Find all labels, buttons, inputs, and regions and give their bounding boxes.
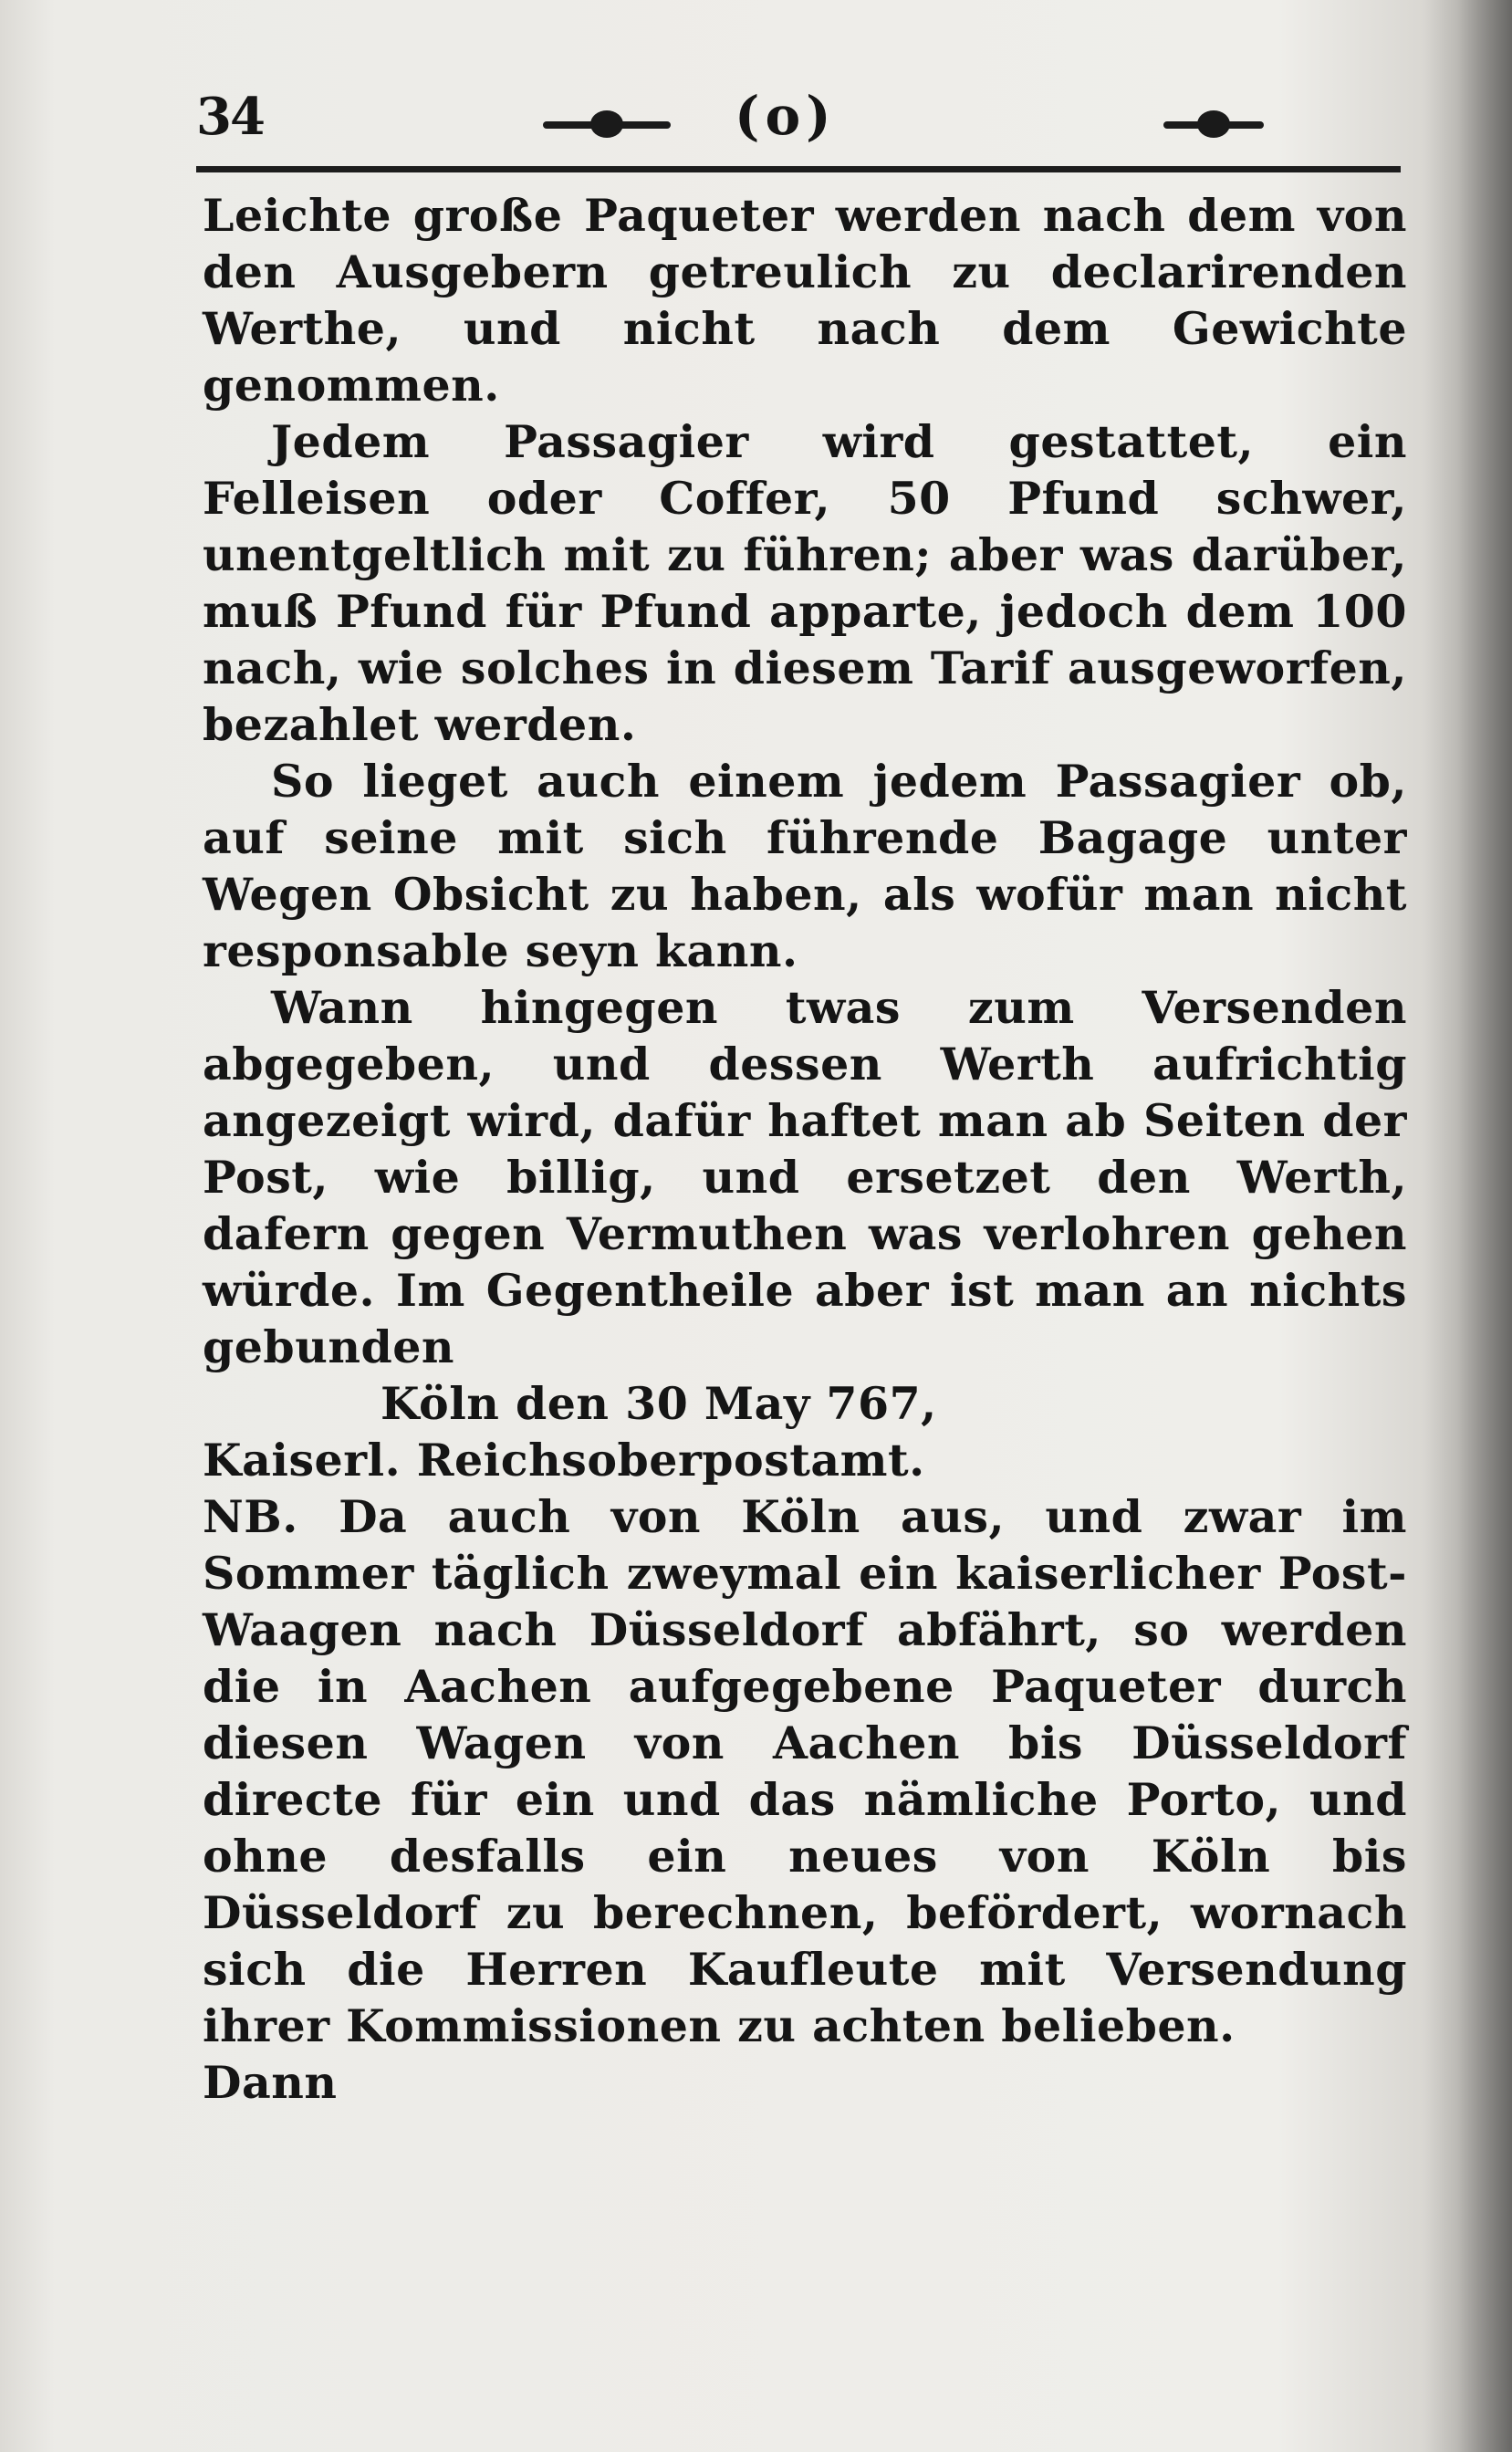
catchword: Dann — [203, 2056, 338, 2109]
nota-bene-text: Da auch von Köln aus, und zwar im Sommer täglich zweymal ein kaiserlicher Post-Waagen nach Düsseldorf abfährt, so werden die in Aachen aufgegebene Paqueter durch diesen Wagen von Aachen bis Düsseldorf directe für ein und das nämliche Porto, und ohne desfalls ein neues von Köln bis Düsseldorf zu berechnen, befördert, wornach sich die Herren Kaufleute mit Versendung ihrer Kommissionen zu achten belieben. — [203, 1490, 1407, 2052]
running-head: (o) — [735, 85, 837, 147]
nota-bene-label: NB. — [203, 1490, 298, 1543]
ornament-left-icon — [543, 114, 671, 134]
paragraph-1: Leichte große Paqueter werden nach dem von den Ausgebern getreulich zu declarirenden Werthe, und nicht nach dem Gewichte genommen. — [203, 189, 1407, 412]
signature-date: Köln den 30 May 767, — [381, 1377, 937, 1430]
signature-office: Kaiserl. Reichsoberpostamt. — [203, 1434, 925, 1487]
paragraph-3: So lieget auch einem jedem Passagier ob, auf seine mit sich führende Bagage unter Wegen Obsicht zu haben, als wofür man nicht responsable seyn kann. — [203, 755, 1407, 977]
page-number: 34 — [196, 87, 264, 147]
paragraph-4: Wann hingegen twas zum Versenden abgegeben, und dessen Werth aufrichtig angezeigt wird, dafür haftet man ab Seiten der Post, wie billig, und ersetzet den Werth, dafern gegen Vermuthen was verlohren gehen würde. Im Gegentheile aber ist man an nichts gebunden — [203, 981, 1407, 1373]
body-text — [203, 187, 1407, 2111]
nota-bene — [203, 1488, 1407, 2054]
page-header — [196, 87, 1401, 169]
paragraph-2: Jedem Passagier wird gestattet, ein Felleisen oder Coffer, 50 Pfund schwer, unentgeltlich mit zu führen; aber was darüber, muß Pfund für Pfund apparte, jedoch dem 100 nach, wie solches in diesem Tarif ausgeworfen, bezahlet werden. — [203, 415, 1407, 751]
ornament-right-icon — [1163, 114, 1264, 134]
header-rule — [196, 166, 1401, 172]
binding-shadow — [1457, 0, 1512, 2452]
